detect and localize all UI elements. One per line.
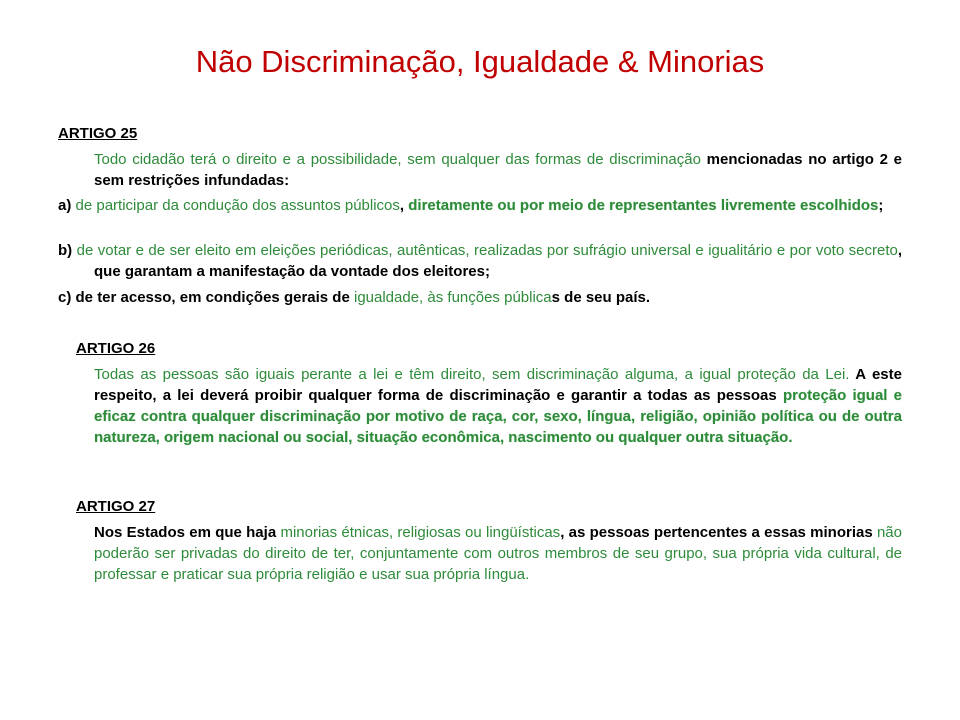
article-25-heading: ARTIGO 25 [58,125,138,142]
article-25-item-c [58,287,902,308]
article-27-black-2: , as pessoas pertencentes a essas minorias [560,524,873,541]
article-27-black-1: Nos Estados em que haja [94,524,277,541]
article-26-green-1: Todas as pessoas são iguais perante a lei e têm direito, sem discriminação alguma, a igual proteção da Lei. [94,366,850,383]
item-c-letter: c) [58,289,72,306]
item-b-letter: b) [58,242,73,259]
item-a-end: ; [878,197,884,214]
article-26-heading: ARTIGO 26 [76,340,156,357]
slide-title: Não Discriminação, Igualdade & Minorias [195,44,765,79]
article-25-item-b [58,240,902,282]
item-a-letter: a) [58,197,72,214]
article-25-item-a [58,195,902,216]
article-27-heading: ARTIGO 27 [76,498,156,515]
article-27-green-1: minorias étnicas, religiosas ou lingüísticas [280,524,561,541]
item-a-green-2: diretamente ou por meio de representantes livremente escolhidos [408,197,879,214]
item-c-black-1: de ter acesso, em condições gerais de [75,289,350,306]
article-27-green-2: não poderão ser privadas do direito de ter, conjuntamente com outros membros de seu grupo, sua própria vida cultural, de professar e praticar sua própria religião e usar sua própria língua. [94,524,902,583]
item-a-green-1: de participar da condução dos assuntos públicos [75,197,400,214]
item-b-green: de votar e de ser eleito em eleições periódicas, autênticas, realizadas por sufrágio universal e igualitário e por voto secreto [76,242,898,259]
item-c-green-2: às funções pública [427,289,552,306]
item-c-black-2: s de seu país. [551,289,651,306]
article-25-intro-green: Todo cidadão terá o direito e a possibilidade, sem qualquer das formas de discriminação [94,151,701,168]
article-26-green-2: proteção igual e eficaz contra qualquer discriminação por motivo de raça, cor, sexo, língua, religião, opinião política ou de outra natureza, origem nacional ou social, situação econômica, nascimento ou qualquer outra situação. [94,387,903,446]
article-25-intro-black: mencionadas no artigo 2 e sem restrições infundadas: [94,151,903,189]
item-a-sep: , [399,197,405,214]
item-c-green-1: igualdade [353,289,420,306]
item-c-sep: , [419,289,424,306]
item-b-black: , que garantam a manifestação da vontade dos eleitores; [94,242,903,280]
article-27-body [94,522,902,585]
article-25-intro [94,149,902,191]
article-26-body [94,364,902,448]
article-26-black-1: A este respeito, a lei deverá proibir qualquer forma de discriminação e garantir a todas as pessoas [94,366,902,404]
